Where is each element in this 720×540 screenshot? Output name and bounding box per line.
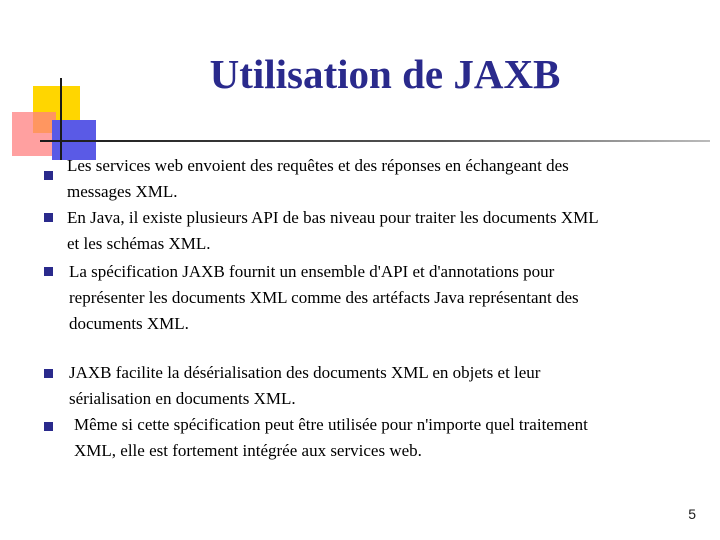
- bullet-marker-icon: [44, 369, 53, 378]
- bullet-marker-icon: [44, 267, 53, 276]
- bullet-text: Les services web envoient des requêtes et des réponses en échangeant des messages XML.: [67, 156, 569, 201]
- bullet-marker-icon: [44, 213, 53, 222]
- page-number: 5: [688, 506, 696, 522]
- slide-title: Utilisation de JAXB: [209, 51, 561, 97]
- logo-red-square: [12, 112, 56, 156]
- title-underline: [40, 140, 710, 142]
- bullet-text: En Java, il existe plusieurs API de bas niveau pour traiter les documents XML et les schémas XML.: [67, 208, 599, 253]
- bullet-text: JAXB facilite la désérialisation des documents XML en objets et leur sérialisation en documents XML.: [69, 363, 541, 408]
- bullet-marker-icon: [44, 422, 53, 431]
- bullet-text: La spécification JAXB fournit un ensemble d'API et d'annotations pour représenter les documents XML comme des artéfacts Java représentant des documents XML.: [69, 262, 579, 333]
- bullet-marker-icon: [44, 171, 53, 180]
- bullet-text: Même si cette spécification peut être utilisée pour n'importe quel traitement XML, elle est fortement intégrée aux services web.: [74, 415, 588, 460]
